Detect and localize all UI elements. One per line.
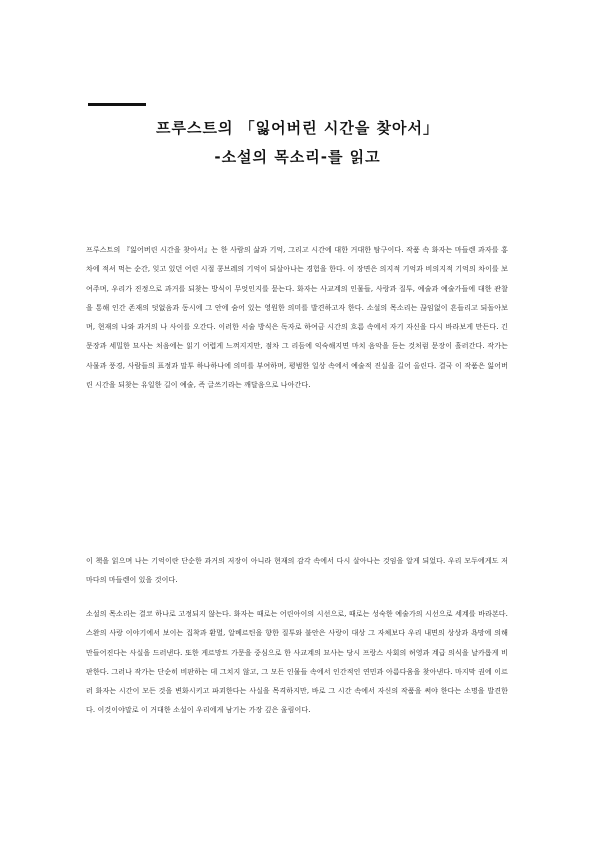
- body-paragraph-2: 이 책을 읽으며 나는 기억이란 단순한 과거의 저장이 아니라 현재의 감각 속에서 다시 살아나는 것임을 알게 되었다. 우리 모두에게도 저마다의 마들렌이 있을 것이다.: [86, 557, 508, 585]
- header-rule: [88, 103, 146, 106]
- document-subtitle: -소설의 목소리-를 읽고: [214, 148, 381, 166]
- body-paragraph-1: 프루스트의 『잃어버린 시간을 찾아서』는 한 사람의 삶과 기억, 그리고 시간에 대한 거대한 탐구이다. 작품 속 화자는 마들렌 과자를 홍차에 적셔 먹는 순간, 잊고 있던 어린 시절 콩브레의 기억이 되살아나는 경험을 한다. 이 장면은 의지적 기억과 비의지적 기억의 차이를 보여주며, 우리가 진정으로 과거를 되찾는 방식이 무엇인지를 묻는다. 화자는 사교계의 인물들, 사랑과 질투, 예술과 예술가들에 대한 관찰을 통해 인간 존재의 덧없음과 동시에 그 안에 숨어 있는 영원한 의미를 발견하고자 한다. 소설의 목소리는 끊임없이 흔들리고 되돌아보며, 현재의 나와 과거의 나 사이를 오간다. 이러한 서술 방식은 독자로 하여금 시간의 흐름 속에서 자기 자신을 다시 바라보게 만든다. 긴 문장과 세밀한 묘사는 처음에는 읽기 어렵게 느껴지지만, 점차 그 리듬에 익숙해지면 마치 음악을 듣는 것처럼 문장이 흘러간다. 작가는 사물과 풍경, 사람들의 표정과 말투 하나하나에 의미를 부여하며, 평범한 일상 속에서 예술적 진실을 길어 올린다. 결국 이 작품은 잃어버린 시간을 되찾는 유일한 길이 예술, 즉 글쓰기라는 깨달음으로 나아간다.: [86, 246, 508, 390]
- document-title: 프루스트의 「잃어버린 시간을 찾아서」: [155, 119, 440, 137]
- body-paragraph-3: 소설의 목소리는 결코 하나로 고정되지 않는다. 화자는 때로는 어린아이의 시선으로, 때로는 성숙한 예술가의 시선으로 세계를 바라본다. 스완의 사랑 이야기에서 보이는 집착과 환멸, 알베르틴을 향한 질투와 불안은 사랑이 대상 그 자체보다 우리 내면의 상상과 욕망에 의해 만들어진다는 사실을 드러낸다. 또한 게르망트 가문을 중심으로 한 사교계의 묘사는 당시 프랑스 사회의 허영과 계급 의식을 날카롭게 비판한다. 그러나 작가는 단순히 비판하는 데 그치지 않고, 그 모든 인물들 속에서 인간적인 연민과 아름다움을 찾아낸다. 마지막 권에 이르러 화자는 시간이 모든 것을 변화시키고 파괴한다는 사실을 목격하지만, 바로 그 시간 속에서 자신의 작품을 써야 한다는 소명을 발견한다. 이것이야말로 이 거대한 소설이 우리에게 남기는 가장 깊은 울림이다.: [86, 610, 508, 715]
